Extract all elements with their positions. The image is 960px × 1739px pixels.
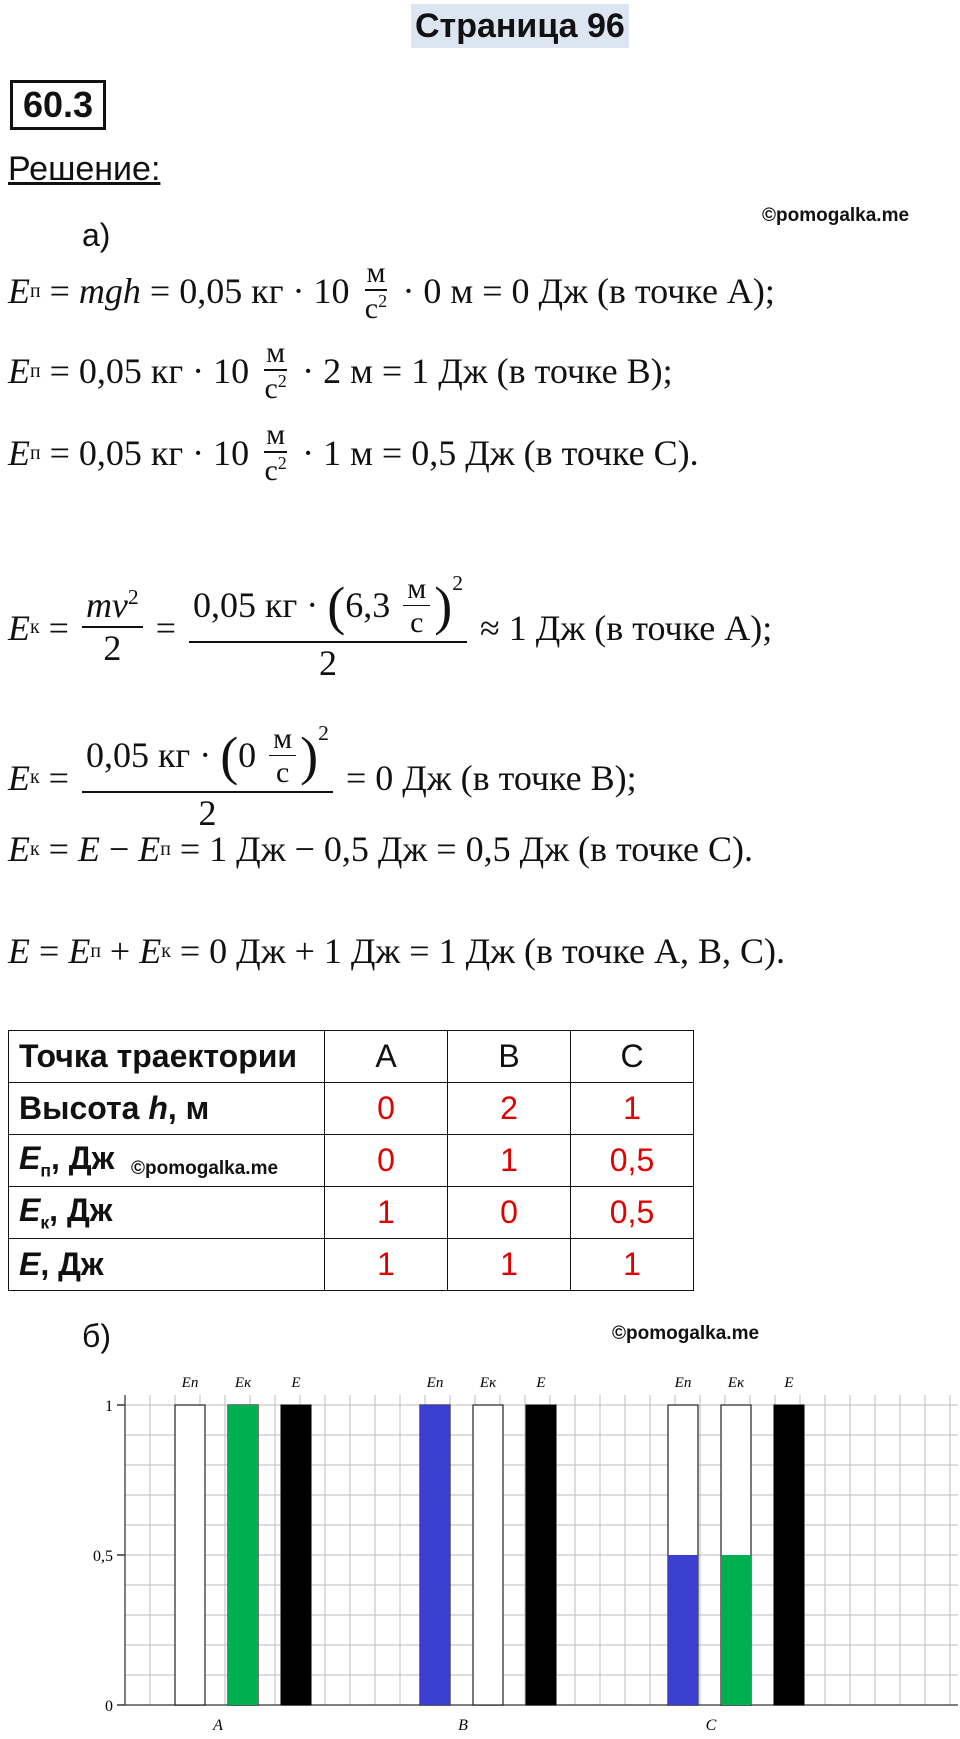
bar-outline [175, 1405, 205, 1705]
bar-Eк-C [721, 1555, 751, 1705]
subscript: п [40, 1160, 51, 1181]
series-label: Eк [234, 1375, 252, 1391]
eq-part: = [30, 931, 69, 971]
table-cell: 0,5 [571, 1135, 694, 1187]
eq-part: = [146, 607, 186, 648]
row-label-symbol: E [19, 1246, 41, 1282]
symbol-e: E [68, 931, 91, 971]
equation-ek-c [8, 828, 753, 870]
symbol-e: E [8, 271, 30, 312]
row-label-symbol: E [19, 1139, 41, 1176]
row-label-unit: , м [167, 1090, 210, 1126]
table-cell: 1 [571, 1239, 694, 1291]
series-label: E [291, 1375, 301, 1391]
series-label: Eк [727, 1375, 745, 1391]
table-cell: 0 [325, 1135, 448, 1187]
eq-part: = 0,05 кг · 10 [40, 351, 259, 392]
table-header-row [9, 1031, 694, 1083]
table-cell: 0 [325, 1083, 448, 1135]
eq-part: = 0 Дж + 1 Дж = 1 Дж (в точке А, В, С). [170, 931, 786, 971]
row-label [9, 1135, 325, 1187]
eq-part: · 1 м = 0,5 Дж (в точке С). [293, 433, 699, 474]
unit-fraction [269, 722, 296, 791]
symbol-e: E [8, 351, 30, 392]
unit-fraction [403, 572, 430, 641]
unit-den: с [276, 756, 290, 789]
equation-ep-c [8, 418, 699, 489]
unit-den: с [410, 606, 424, 639]
subscript: п [30, 279, 41, 302]
formula-mv: mv [85, 585, 128, 626]
page-title: Страница 96 [411, 4, 629, 48]
watermark: ©pomogalka.me [131, 1158, 279, 1179]
table-row [9, 1187, 694, 1239]
part-b-label: б) [82, 1318, 111, 1354]
series-label: Eк [479, 1375, 497, 1391]
eq-part: = [39, 829, 78, 869]
table-header-label: Точка траектории [9, 1031, 325, 1083]
equation-ek-a [8, 572, 772, 684]
y-tick-label: 0 [105, 1698, 113, 1715]
eq-part: 0,05 кг · [85, 735, 221, 776]
series-label: Eп [674, 1375, 692, 1391]
bar-E-C [774, 1405, 804, 1705]
denominator: 2 [319, 642, 338, 683]
y-tick-label: 0,5 [93, 1548, 113, 1565]
category-label: A [213, 1717, 223, 1734]
category-label: C [705, 1717, 717, 1734]
unit-den: с [264, 454, 278, 487]
unit-fraction [362, 256, 389, 327]
bar-outline [473, 1405, 503, 1705]
table-cell: 1 [448, 1135, 571, 1187]
row-label-unit: , Дж [40, 1246, 104, 1282]
superscript: 2 [452, 571, 464, 595]
table-cell: 1 [325, 1239, 448, 1291]
superscript: 2 [127, 585, 139, 610]
row-label-unit: , Дж [50, 1139, 115, 1176]
velocity-value: 0 [238, 735, 266, 776]
unit-den: с [264, 372, 278, 405]
denominator: 2 [198, 792, 217, 833]
table-cell: 1 [448, 1239, 571, 1291]
table-row [9, 1239, 694, 1291]
eq-part: = 1 Дж − 0,5 Дж = 0,5 Дж (в точке С). [170, 829, 754, 869]
equation-ep-b [8, 336, 673, 407]
table-header-cell: С [571, 1031, 694, 1083]
table-cell: 1 [571, 1083, 694, 1135]
table-row [9, 1083, 694, 1135]
eq-part: · 2 м = 1 Дж (в точке В); [293, 351, 673, 392]
row-label-symbol: h [148, 1090, 168, 1126]
table-cell: 0 [448, 1187, 571, 1239]
unit-num: м [266, 336, 286, 369]
eq-part: = 0 Дж (в точке В); [336, 757, 637, 798]
equation-ek-b [8, 722, 637, 834]
formula-mgh: mgh [78, 271, 141, 312]
symbol-e: E [8, 433, 30, 474]
symbol-e: E [139, 931, 162, 971]
denominator: 2 [103, 628, 122, 669]
part-a-label: а) [82, 217, 111, 253]
unit-num: м [366, 256, 386, 289]
subscript: п [90, 939, 101, 962]
row-label [9, 1239, 325, 1291]
unit-den: с [364, 292, 379, 325]
eq-part: · 0 м = 0 Дж (в точке А); [393, 271, 775, 312]
subscript: к [30, 766, 40, 789]
table-header-cell: А [325, 1031, 448, 1083]
unit-num: м [266, 418, 286, 451]
eq-part: = [40, 271, 79, 312]
unit-num: м [269, 722, 296, 756]
table-header-cell: В [448, 1031, 571, 1083]
table-cell: 0,5 [571, 1187, 694, 1239]
subscript: к [30, 837, 40, 860]
unit-fraction [262, 336, 289, 407]
series-label: E [784, 1375, 794, 1391]
symbol-e: E [8, 607, 30, 648]
bar-Eп-C [668, 1555, 698, 1705]
bar-Eк-A [228, 1405, 258, 1705]
fraction-ek-b: 0,05 кг · ( 0 $\frac{м}{с}$ ) $^2$ 2 [82, 722, 333, 834]
eq-part: = [39, 607, 78, 648]
task-number: 60.3 [10, 80, 106, 130]
bar-E-A [281, 1405, 311, 1705]
energy-table [8, 1030, 694, 1291]
row-label-unit: , Дж [49, 1191, 113, 1228]
row-label-symbol: E [19, 1191, 41, 1228]
unit-fraction [262, 418, 289, 489]
symbol-e: E [138, 829, 161, 869]
subscript: к [161, 939, 171, 962]
superscript: 2 [277, 371, 287, 391]
table-cell: 1 [325, 1187, 448, 1239]
energy-bar-chart [85, 1365, 958, 1735]
eq-part: ≈ 1 Дж (в точке А); [471, 607, 773, 648]
bar-E-B [526, 1405, 556, 1705]
eq-part: = 0,05 кг · 10 [140, 271, 359, 312]
equation-ep-a [8, 256, 775, 327]
series-label: Eп [181, 1375, 199, 1391]
symbol-e: E [8, 757, 30, 798]
subscript: п [30, 359, 41, 382]
subscript: к [30, 616, 40, 639]
bar-Eп-B [420, 1405, 450, 1705]
velocity-value: 6,3 [345, 585, 400, 626]
series-label: E [536, 1375, 546, 1391]
watermark: ©pomogalka.me [762, 205, 910, 226]
symbol-e: E [8, 931, 30, 971]
solution-label: Решение: [8, 150, 161, 188]
watermark: ©pomogalka.me [612, 1323, 760, 1344]
eq-part: = 0,05 кг · 10 [40, 433, 259, 474]
row-label [9, 1187, 325, 1239]
superscript: 2 [378, 291, 388, 311]
table-row [9, 1135, 694, 1187]
fraction-mv2 [82, 586, 143, 669]
subscript: к [40, 1212, 50, 1233]
symbol-e: E [77, 829, 100, 869]
superscript: 2 [318, 721, 329, 745]
subscript: п [30, 441, 41, 464]
symbol-e: E [8, 829, 30, 869]
unit-num: м [403, 572, 430, 606]
series-label: Eп [426, 1375, 444, 1391]
subscript: п [160, 837, 171, 860]
equation-e-total [8, 930, 785, 972]
row-label-text: Высота [19, 1090, 149, 1126]
eq-part: + [100, 931, 140, 971]
y-tick-label: 1 [105, 1398, 113, 1415]
category-label: B [458, 1717, 468, 1734]
table-cell: 2 [448, 1083, 571, 1135]
eq-part: 0,05 кг · [193, 585, 328, 626]
superscript: 2 [277, 453, 287, 473]
row-label [9, 1083, 325, 1135]
eq-part: = [39, 757, 78, 798]
fraction-ek-a: 0,05 кг · ( 6,3 $\frac{м}{с}$ ) $^2$ 2 [189, 572, 467, 684]
eq-part: − [99, 829, 139, 869]
